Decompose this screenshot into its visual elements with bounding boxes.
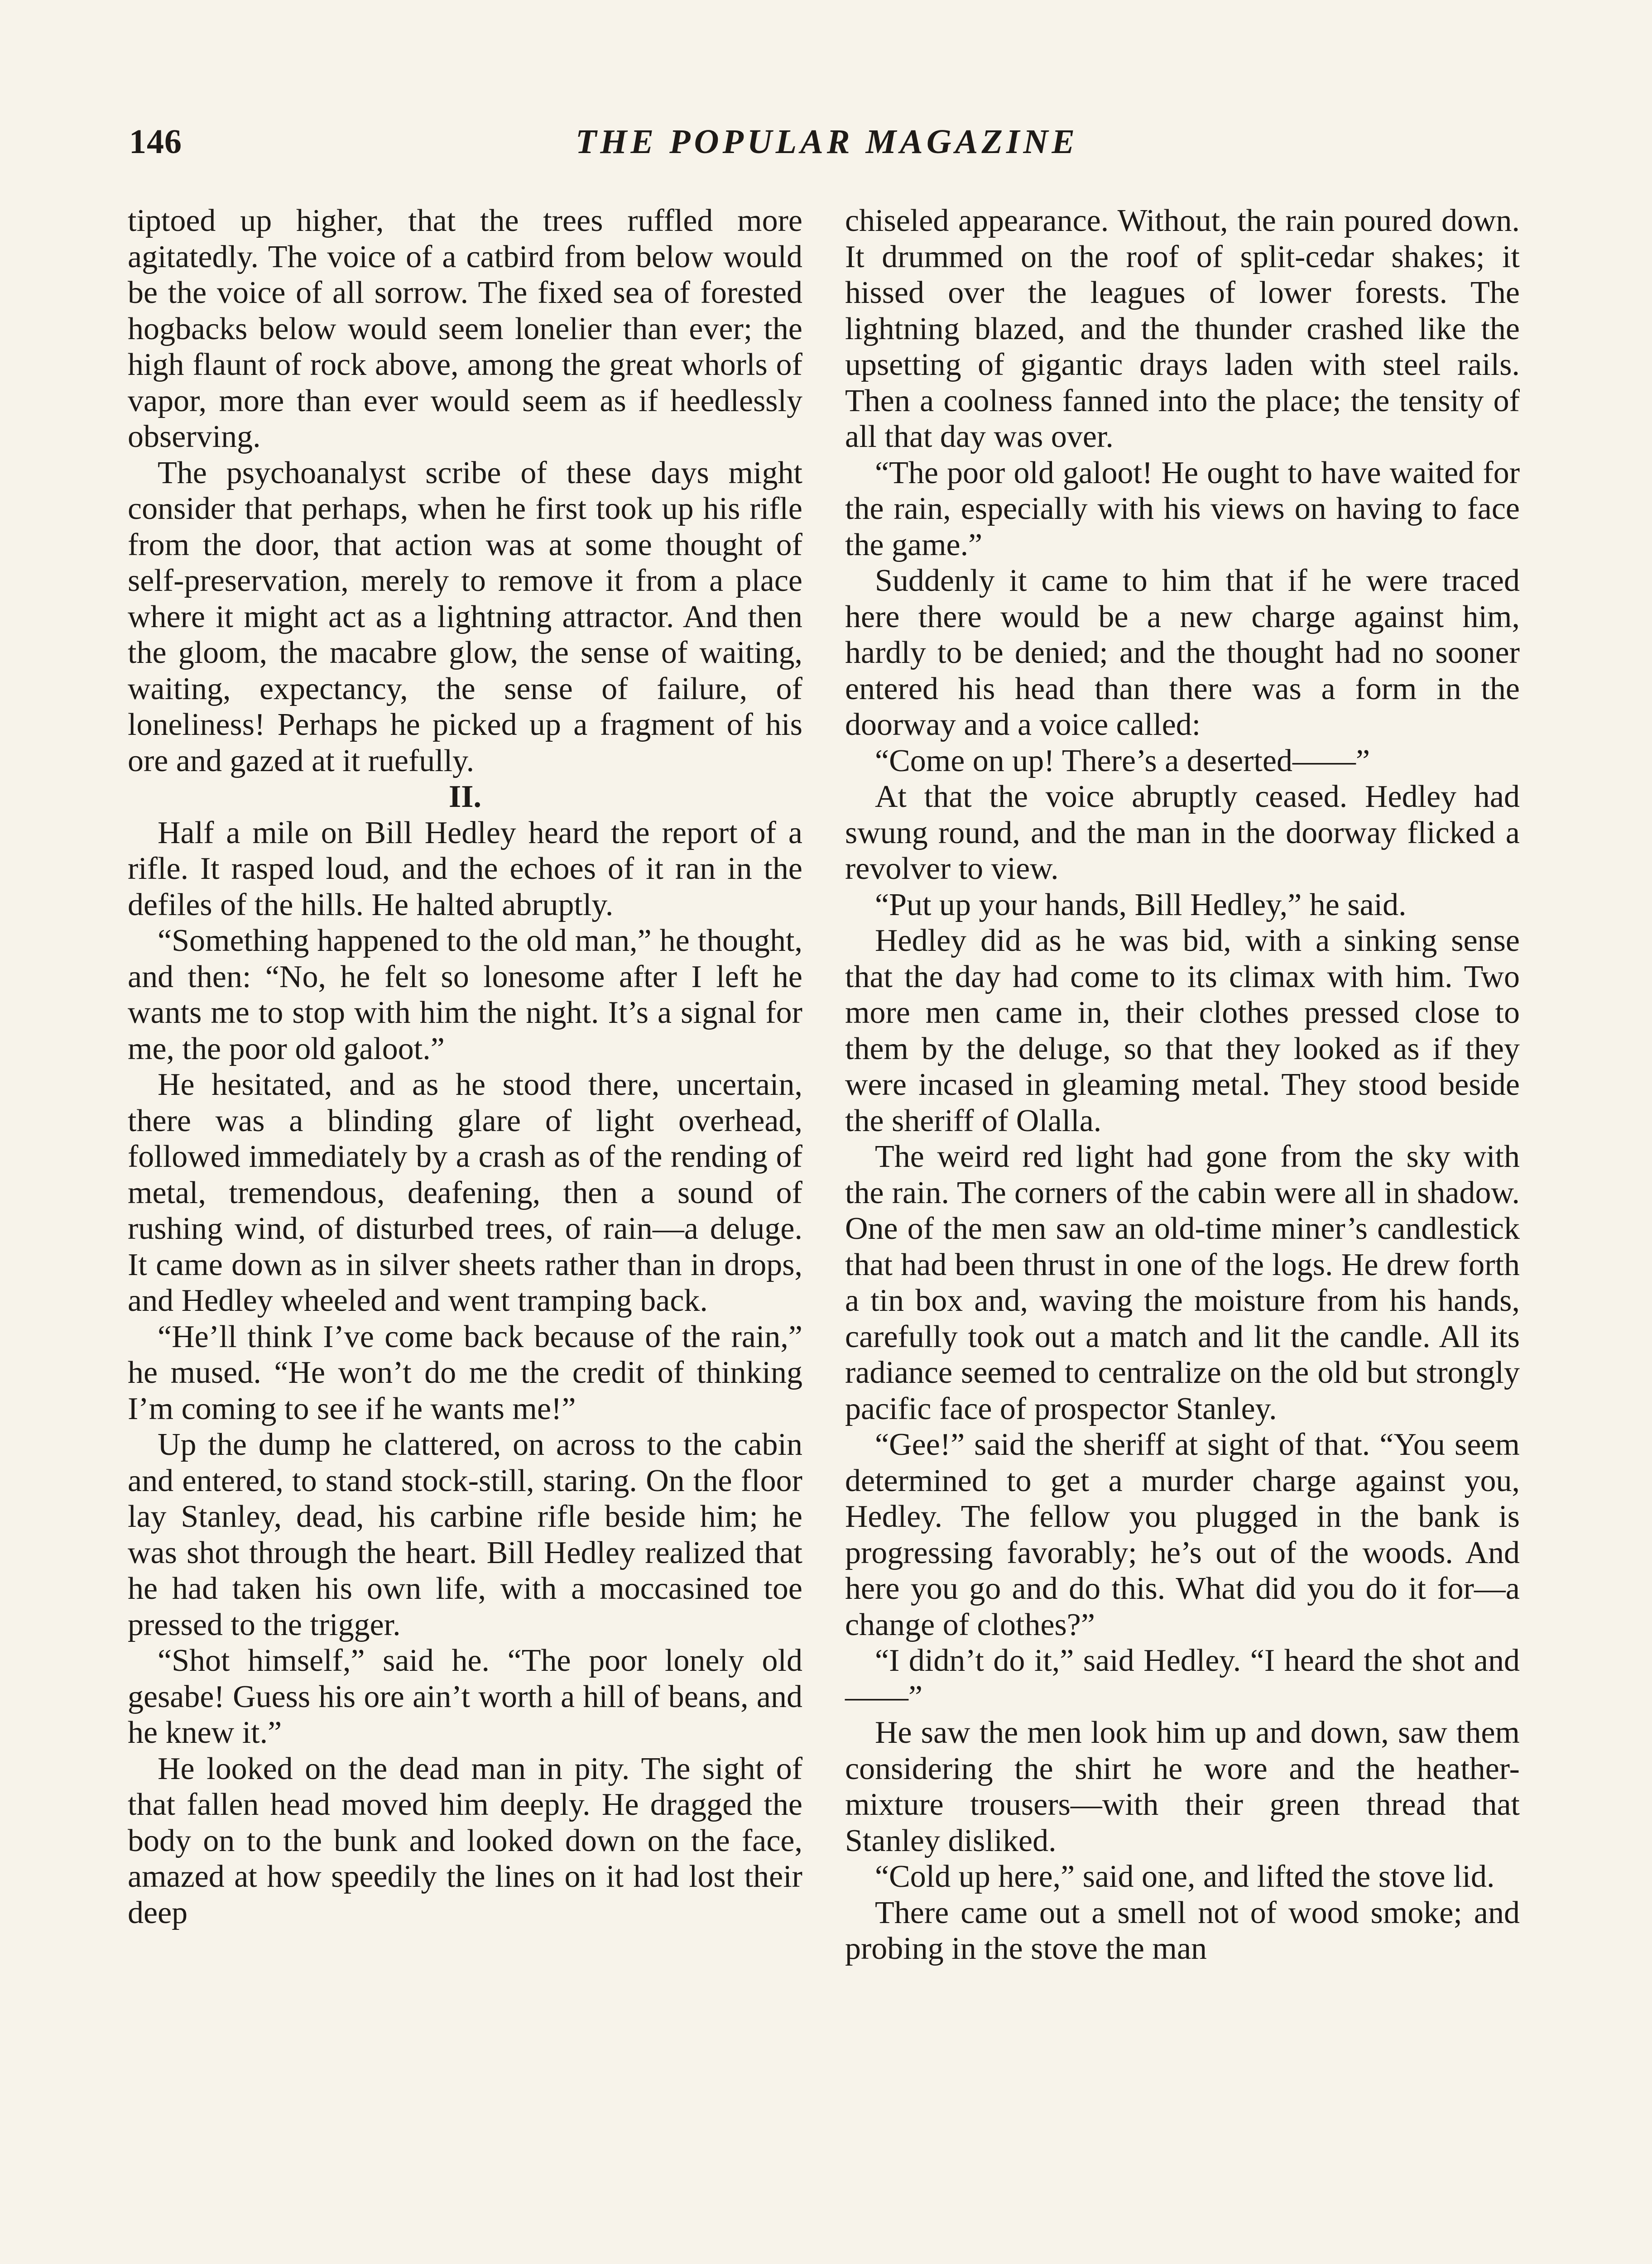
paragraph: “Something happened to the old man,” he thought, and then: “No, he felt so lonesome after I left he wants me to stop with him the night. It’s a signal for me, the poor old galoot.” <box>128 923 802 1066</box>
paragraph: Half a mile on Bill Hedley heard the report of a rifle. It rasped loud, and the echoes of it ran in the defiles of the hills. He halted abruptly. <box>128 815 802 922</box>
paragraph: chiseled appearance. Without, the rain poured down. It drummed on the roof of split-cedar shakes; it hissed over the leagues of lower forests. The lightning blazed, and the thunder crashed like the upsetting of gigantic drays laden with steel rails. Then a coolness fanned into the place; the tensity of all that day was over. <box>845 203 1520 454</box>
paragraph: tiptoed up higher, that the trees ruffled more agitatedly. The voice of a catbird from below would be the voice of all sorrow. The fixed sea of forested hogbacks below would seem lonelier than ever; the high flaunt of rock above, among the great whorls of vapor, more than ever would seem as if heedlessly observing. <box>128 203 802 454</box>
page-header <box>129 122 1525 172</box>
paragraph: Up the dump he clattered, on across to the cabin and entered, to stand stock-still, staring. On the floor lay Stanley, dead, his carbine rifle beside him; he was shot through the heart. Bill Hedley realized that he had taken his own life, with a moccasined toe pressed to the trigger. <box>128 1427 802 1642</box>
paragraph: Hedley did as he was bid, with a sinking sense that the day had come to its climax with him. Two more men came in, their clothes pressed close to them by the deluge, so that they looked as if they were incased in gleaming metal. They stood beside the sheriff of Olalla. <box>845 923 1520 1138</box>
paragraph: He saw the men look him up and down, saw them considering the shirt he wore and the heather-mixture trousers—with their green thread that Stanley disliked. <box>845 1715 1520 1858</box>
page-number: 146 <box>129 123 182 161</box>
paragraph: “The poor old galoot! He ought to have waited for the rain, especially with his views on having to face the game.” <box>845 455 1520 562</box>
paragraph: The psychoanalyst scribe of these days might consider that perhaps, when he first took up his rifle from the door, that action was at some thought of self-preservation, merely to remove it from a place where it might act as a lightning attractor. And then the gloom, the macabre glow, the sense of waiting, waiting, expectancy, the sense of failure, of loneliness! Perhaps he picked up a fragment of his ore and gazed at it ruefully. <box>128 455 802 778</box>
paragraph: The weird red light had gone from the sky with the rain. The corners of the cabin were all in shadow. One of the men saw an old-time miner’s candlestick that had been thrust in one of the logs. He drew forth a tin box and, waving the moisture from his hands, carefully took out a match and lit the candle. All its radiance seemed to centralize on the old but strongly pacific face of prospector Stanley. <box>845 1139 1520 1426</box>
paragraph: “He’ll think I’ve come back because of the rain,” he mused. “He won’t do me the credit of thinking I’m coming to see if he wants me!” <box>128 1319 802 1426</box>
paragraph: “Cold up here,” said one, and lifted the stove lid. <box>875 1859 1495 1894</box>
paragraph: He hesitated, and as he stood there, uncertain, there was a blinding glare of light overhead, followed immediately by a crash as of the rending of metal, tremendous, deafening, then a sound of rushing wind, of disturbed trees, of rain—a deluge. It came down as in silver sheets rather than in drops, and Hedley wheeled and went tramping back. <box>128 1067 802 1318</box>
paragraph: There came out a smell not of wood smoke; and probing in the stove the man <box>845 1895 1520 1966</box>
paragraph: Suddenly it came to him that if he were traced here there would be a new charge against him, hardly to be denied; and the thought had no sooner entered his head than there was a form in the doorway and a voice called: <box>845 563 1520 742</box>
paragraph: At that the voice abruptly ceased. Hedley had swung round, and the man in the doorway flicked a revolver to view. <box>845 779 1520 886</box>
paragraph: He looked on the dead man in pity. The sight of that fallen head moved him deeply. He dragged the body on to the bunk and looked down on the face, amazed at how speedily the lines on it had lost their deep <box>128 1751 802 1930</box>
paragraph: “I didn’t do it,” said Hedley. “I heard the shot and——” <box>845 1643 1520 1714</box>
paragraph: “Gee!” said the sheriff at sight of that. “You seem determined to get a murder charge against you, Hedley. The fellow you plugged in the bank is progressing favorably; he’s out of the woods. And here you go and do this. What did you do it for—a change of clothes?” <box>845 1427 1520 1642</box>
paragraph: “Put up your hands, Bill Hedley,” he said. <box>875 887 1407 922</box>
paragraph: “Shot himself,” said he. “The poor lonely old gesabe! Guess his ore ain’t worth a hill of beans, and he knew it.” <box>128 1643 802 1750</box>
section-heading: II. <box>449 779 481 814</box>
left-column <box>128 203 802 1931</box>
right-column <box>845 203 1520 1967</box>
paragraph: “Come on up! There’s a deserted——” <box>875 743 1370 778</box>
running-head: THE POPULAR MAGAZINE <box>575 123 1079 161</box>
